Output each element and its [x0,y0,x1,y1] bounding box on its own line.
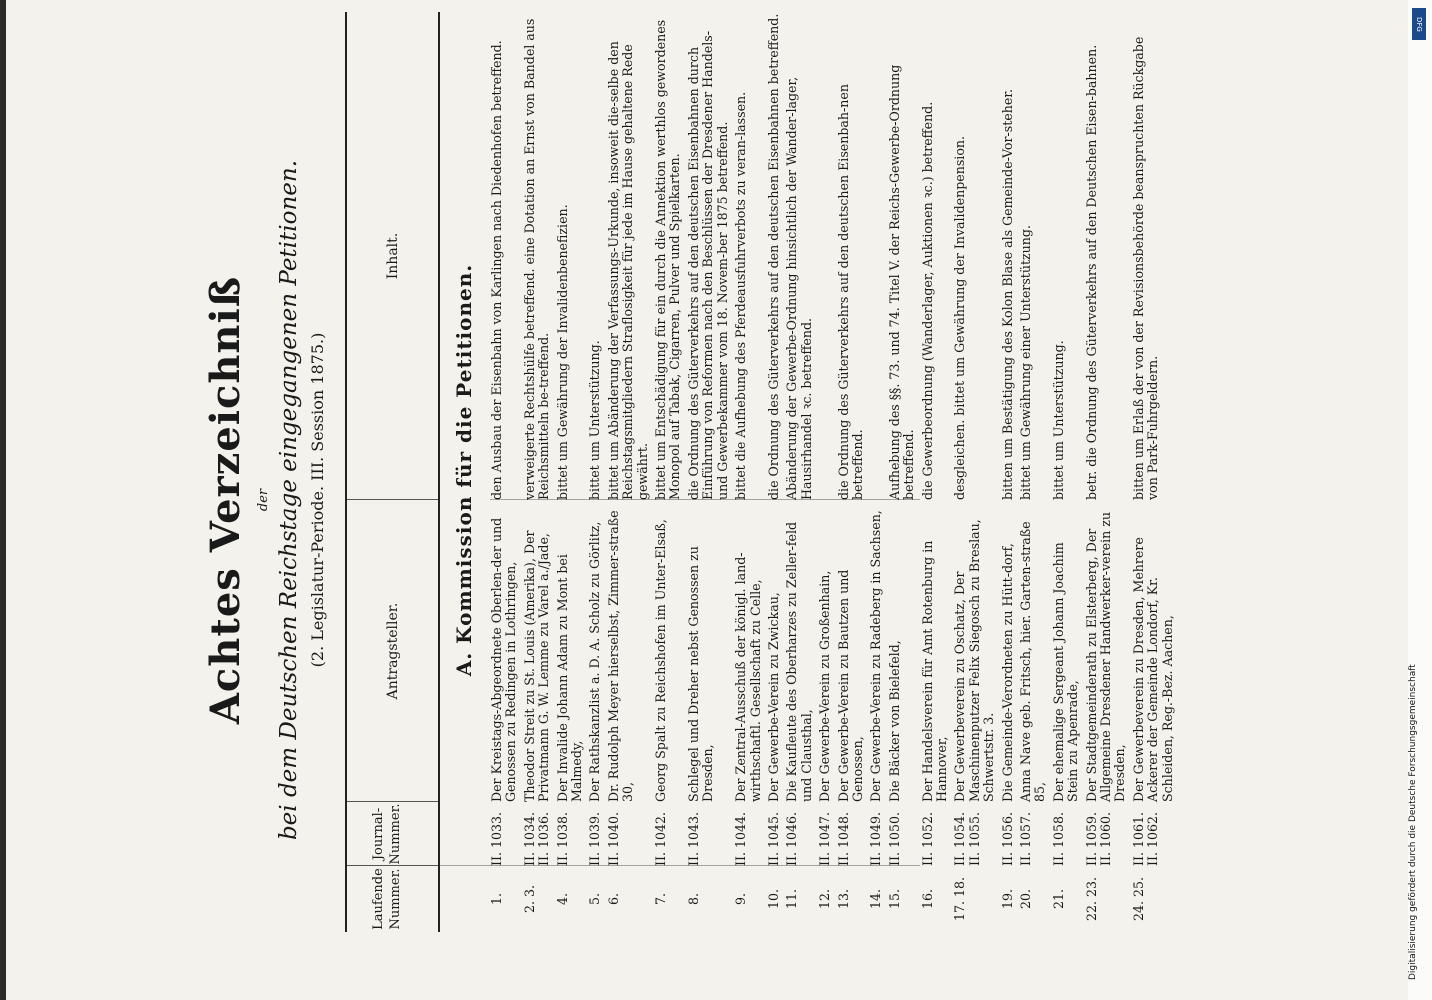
table-row [785,12,814,932]
digitization-note-text: Digitalisierung gefördert durch die Deutsche Forschungsgemeinschaft [1408,664,1418,980]
row-journal-nummer: II. 1044. [733,811,749,866]
table-row [490,12,519,932]
row-laufende-nummer: 8. [685,892,701,906]
row-laufende-nummer: 10. [765,888,781,910]
row-antragsteller: Die Bäcker von Bielefeld, [886,640,902,802]
row-antragsteller: Dr. Rudolph Meyer hierselbst, Zimmer-straße 30, [605,510,636,802]
row-inhalt: bittet um Gewährung der Invalidenbenefizien. [554,204,570,500]
table-row [588,12,602,932]
row-laufende-nummer: 12. [817,888,833,910]
row-journal-nummer: II. 1061. II. 1062. [1130,811,1161,866]
row-journal-nummer: II. 1045. [765,811,781,866]
table-row [953,12,996,932]
table-row [734,12,763,932]
row-laufende-nummer: 1. [489,892,504,906]
row-inhalt: die Ordnung des Güterverkehrs auf den deutschen Eisenbahnen durch Einführung von Reformen nach den Beschlüssen der Dresdener Handels- und Gewerbekammer vom 18. Novem-ber 1875 betreffend. [685,31,730,500]
row-antragsteller: Der Gewerbe-Verein zu Zwickau, [765,592,781,802]
header-inhalt: Inhalt. [385,232,401,280]
row-inhalt: bitten um Bestätigung des Kolon Blase als Gemeinde-Vor-steher. [999,89,1015,500]
table-row [767,12,781,932]
row-laufende-nummer: 22. 23. [1083,876,1099,922]
document-subtitle: bei dem Deutschen Reichstage eingegangenen Petitionen. [276,159,302,841]
row-laufende-nummer: 13. [835,888,851,910]
row-antragsteller: Der Gewerbe-Verein zu Radeberg in Sachsen, [868,510,884,802]
row-journal-nummer: II. 1058. [1050,811,1066,866]
row-journal-nummer: II. 1047. [817,811,833,866]
header-antragsteller: Antragsteller. [385,602,401,700]
table-row [888,12,917,932]
row-antragsteller: Der Gewerbeverein zu Dresden, Mehrere Ackerer der Gemeinde Londorf, Kr. Schleiden, Reg.-Bez. Aachen, [1130,537,1175,802]
row-laufende-nummer: 9. [733,892,749,906]
row-journal-nummer: II. 1050. [886,811,902,866]
header-rule-bottom [438,12,440,932]
row-inhalt: bittet um Gewährung einer Unterstützung. [1018,225,1033,500]
table-row [837,12,866,932]
row-inhalt: bitten um Erlaß der von der Revisionsbehörde beanspruchten Rückgabe von Park-Fuhrgeldern. [1130,36,1161,500]
row-journal-nummer: II. 1056. [999,811,1015,866]
col-divider [347,801,438,802]
row-laufende-nummer: 5. [587,892,603,906]
row-antragsteller: Der Invalide Johann Adam zu Mont bei Malmedy, [554,554,585,802]
row-laufende-nummer: 15. [886,888,902,910]
row-laufende-nummer: 4. [554,892,570,906]
row-inhalt: verweigerte Rechtshülfe betreffend. eine Dotation an Ernst von Bandel aus Reichsmitteln be-treffend. [521,18,552,500]
row-laufende-nummer: 20. [1018,888,1033,910]
row-antragsteller: Der Kreistags-Abgeordnete Oberlen-der und Genossen zu Redingen in Lothringen, [489,517,519,802]
table-row [1001,12,1015,932]
row-antragsteller: Theodor Streit zu St. Louis (Amerika), Der Privatmann G. W. Lemme zu Varel a./Jade, [521,530,552,802]
row-journal-nummer: II. 1048. [835,811,851,866]
section-heading: A. Kommission für die Petitionen. [452,263,476,677]
row-antragsteller: Der Handelsverein für Amt Rotenburg in Hannover, [919,540,949,802]
dfg-logo: DFG [1412,8,1426,40]
row-inhalt: die Ordnung des Güterverkehrs auf den deutschen Eisenbahnen betreffend. [765,13,781,500]
row-inhalt: bittet die Aufhebung des Pferdeausfuhrverbots zu veran-lassen. [733,91,749,500]
col-divider [347,499,438,500]
row-antragsteller: Der Gewerbeverein zu Oschatz, Der Maschinenputzer Felix Siegosch zu Breslau, Schwertstr. 3. [952,519,997,802]
table-row [869,12,883,932]
row-antragsteller: Der Stadtgemeinderath zu Elsterberg, Der Allgemeine Dresdener Handwerker-verein zu Dresden, [1083,512,1128,802]
row-inhalt: Abänderung der Gewerbe-Ordnung hinsichtlich der Wander-lager, Hausirhandel ꝛc. betreffend. [784,76,814,500]
row-journal-nummer: II. 1052. [919,811,935,866]
row-journal-nummer: II. 1039. [587,811,603,866]
row-inhalt: bittet um Entschädigung für ein durch die Annektion werthlos gewordenes Monopol auf Tabak, Cigarren, Pulver und Spielkarten. [653,19,683,500]
document-title: Achtes Verzeichniß [202,275,249,725]
row-laufende-nummer: 6. [605,892,621,906]
row-journal-nummer: II. 1057. [1018,811,1033,866]
row-laufende-nummer: 7. [653,892,669,906]
row-antragsteller: Schlegel und Dreher nebst Genossen zu Dresden, [685,546,716,802]
table-row [1085,12,1128,932]
header-journal-nummer: Journal-Nummer. [371,803,403,865]
row-laufende-nummer: 11. [784,888,800,910]
legislative-period: (2. Legislatur-Periode. III. Session 1875.) [308,332,327,668]
table-row [818,12,832,932]
digitization-note [1406,0,1426,1000]
table-row [687,12,730,932]
row-antragsteller: Der Gewerbe-Verein zu Großenhain, [817,570,833,802]
table-row [1052,12,1081,932]
row-laufende-nummer: 21. [1050,888,1066,910]
row-journal-nummer: II. 1059. II. 1060. [1083,811,1114,866]
row-laufende-nummer: 17. 18. [952,876,968,922]
row-antragsteller: Die Kaufleute des Oberharzes zu Zeller-feld und Clausthal, [784,521,814,802]
row-antragsteller: Anna Nave geb. Fritsch, hier. Garten-straße 85, [1018,521,1048,802]
col-divider [347,865,438,866]
row-antragsteller: Der ehemalige Sergeant Johann Joachim Stein zu Apenrade, [1050,542,1081,802]
row-journal-nummer: II. 1043. [685,811,701,866]
row-journal-nummer: II. 1054. II. 1055. [952,811,982,866]
row-inhalt: Aufhebung des §§. 73. und 74. Titel V. der Reichs-Gewerbe-Ordnung betreffend. [886,64,917,500]
table-row [1019,12,1048,932]
row-journal-nummer: II. 1046. [784,811,800,866]
row-journal-nummer: II. 1042. [653,811,669,866]
row-antragsteller: Der Zentral-Ausschuß der königl. land-wirthschaftl. Gesellschaft zu Celle, [733,552,763,802]
row-journal-nummer: II. 1038. [554,811,570,866]
row-laufende-nummer: 24. 25. [1130,876,1146,922]
row-inhalt: die Ordnung des Güterverkehrs auf den deutschen Eisenbah-nen betreffend. [835,84,865,500]
row-inhalt: den Ausbau der Eisenbahn von Karlingen nach Diedenhofen betreffend. [489,40,504,500]
table-row [921,12,950,932]
table-row [1132,12,1175,932]
header-lfd-nummer: Laufende Nummer. [371,868,403,930]
row-antragsteller: Die Gemeinde-Verordneten zu Hütt-dorf, [999,543,1015,802]
row-journal-nummer: II. 1034. II. 1036. [521,811,552,866]
table-row [556,12,585,932]
row-antragsteller: Der Gewerbe-Verein zu Bautzen und Genossen, [835,569,865,802]
row-inhalt: bittet um Unterstützung. [587,340,603,500]
row-antragsteller: Georg Spalt zu Reichshofen im Unter-Elsaß, [653,519,669,802]
table-row [523,12,552,932]
title-der: der [256,488,271,512]
row-laufende-nummer: 16. [919,888,935,910]
row-journal-nummer: II. 1033. [489,811,504,866]
row-inhalt: die Gewerbeordnung (Wanderlager, Auktionen ꝛc.) betreffend. [919,101,935,500]
row-inhalt: bittet um Unterstützung. [1050,340,1066,500]
row-inhalt: betr. die Ordnung des Güterverkehrs auf den Deutschen Eisen-bahnen. [1083,44,1099,500]
row-journal-nummer: II. 1049. [868,811,884,866]
row-journal-nummer: II. 1040. [605,811,621,866]
row-inhalt: bittet um Abänderung der Verfassungs-Urkunde, insoweit die-selbe den Reichstagsmitgliedern Straflosigkeit für jede im Hause gehaltene Rede gewährt. [605,41,650,500]
header-rule-top [345,12,347,932]
row-laufende-nummer: 2. 3. [521,884,537,914]
table-row [607,12,650,932]
table-row [654,12,683,932]
row-laufende-nummer: 19. [999,888,1015,910]
row-laufende-nummer: 14. [868,888,884,910]
petition-table [490,12,1179,932]
row-inhalt: desgleichen. bittet um Gewährung der Invalidenpension. [952,135,968,500]
row-antragsteller: Der Rathskanzlist a. D. A. Scholz zu Görlitz, [587,521,603,802]
